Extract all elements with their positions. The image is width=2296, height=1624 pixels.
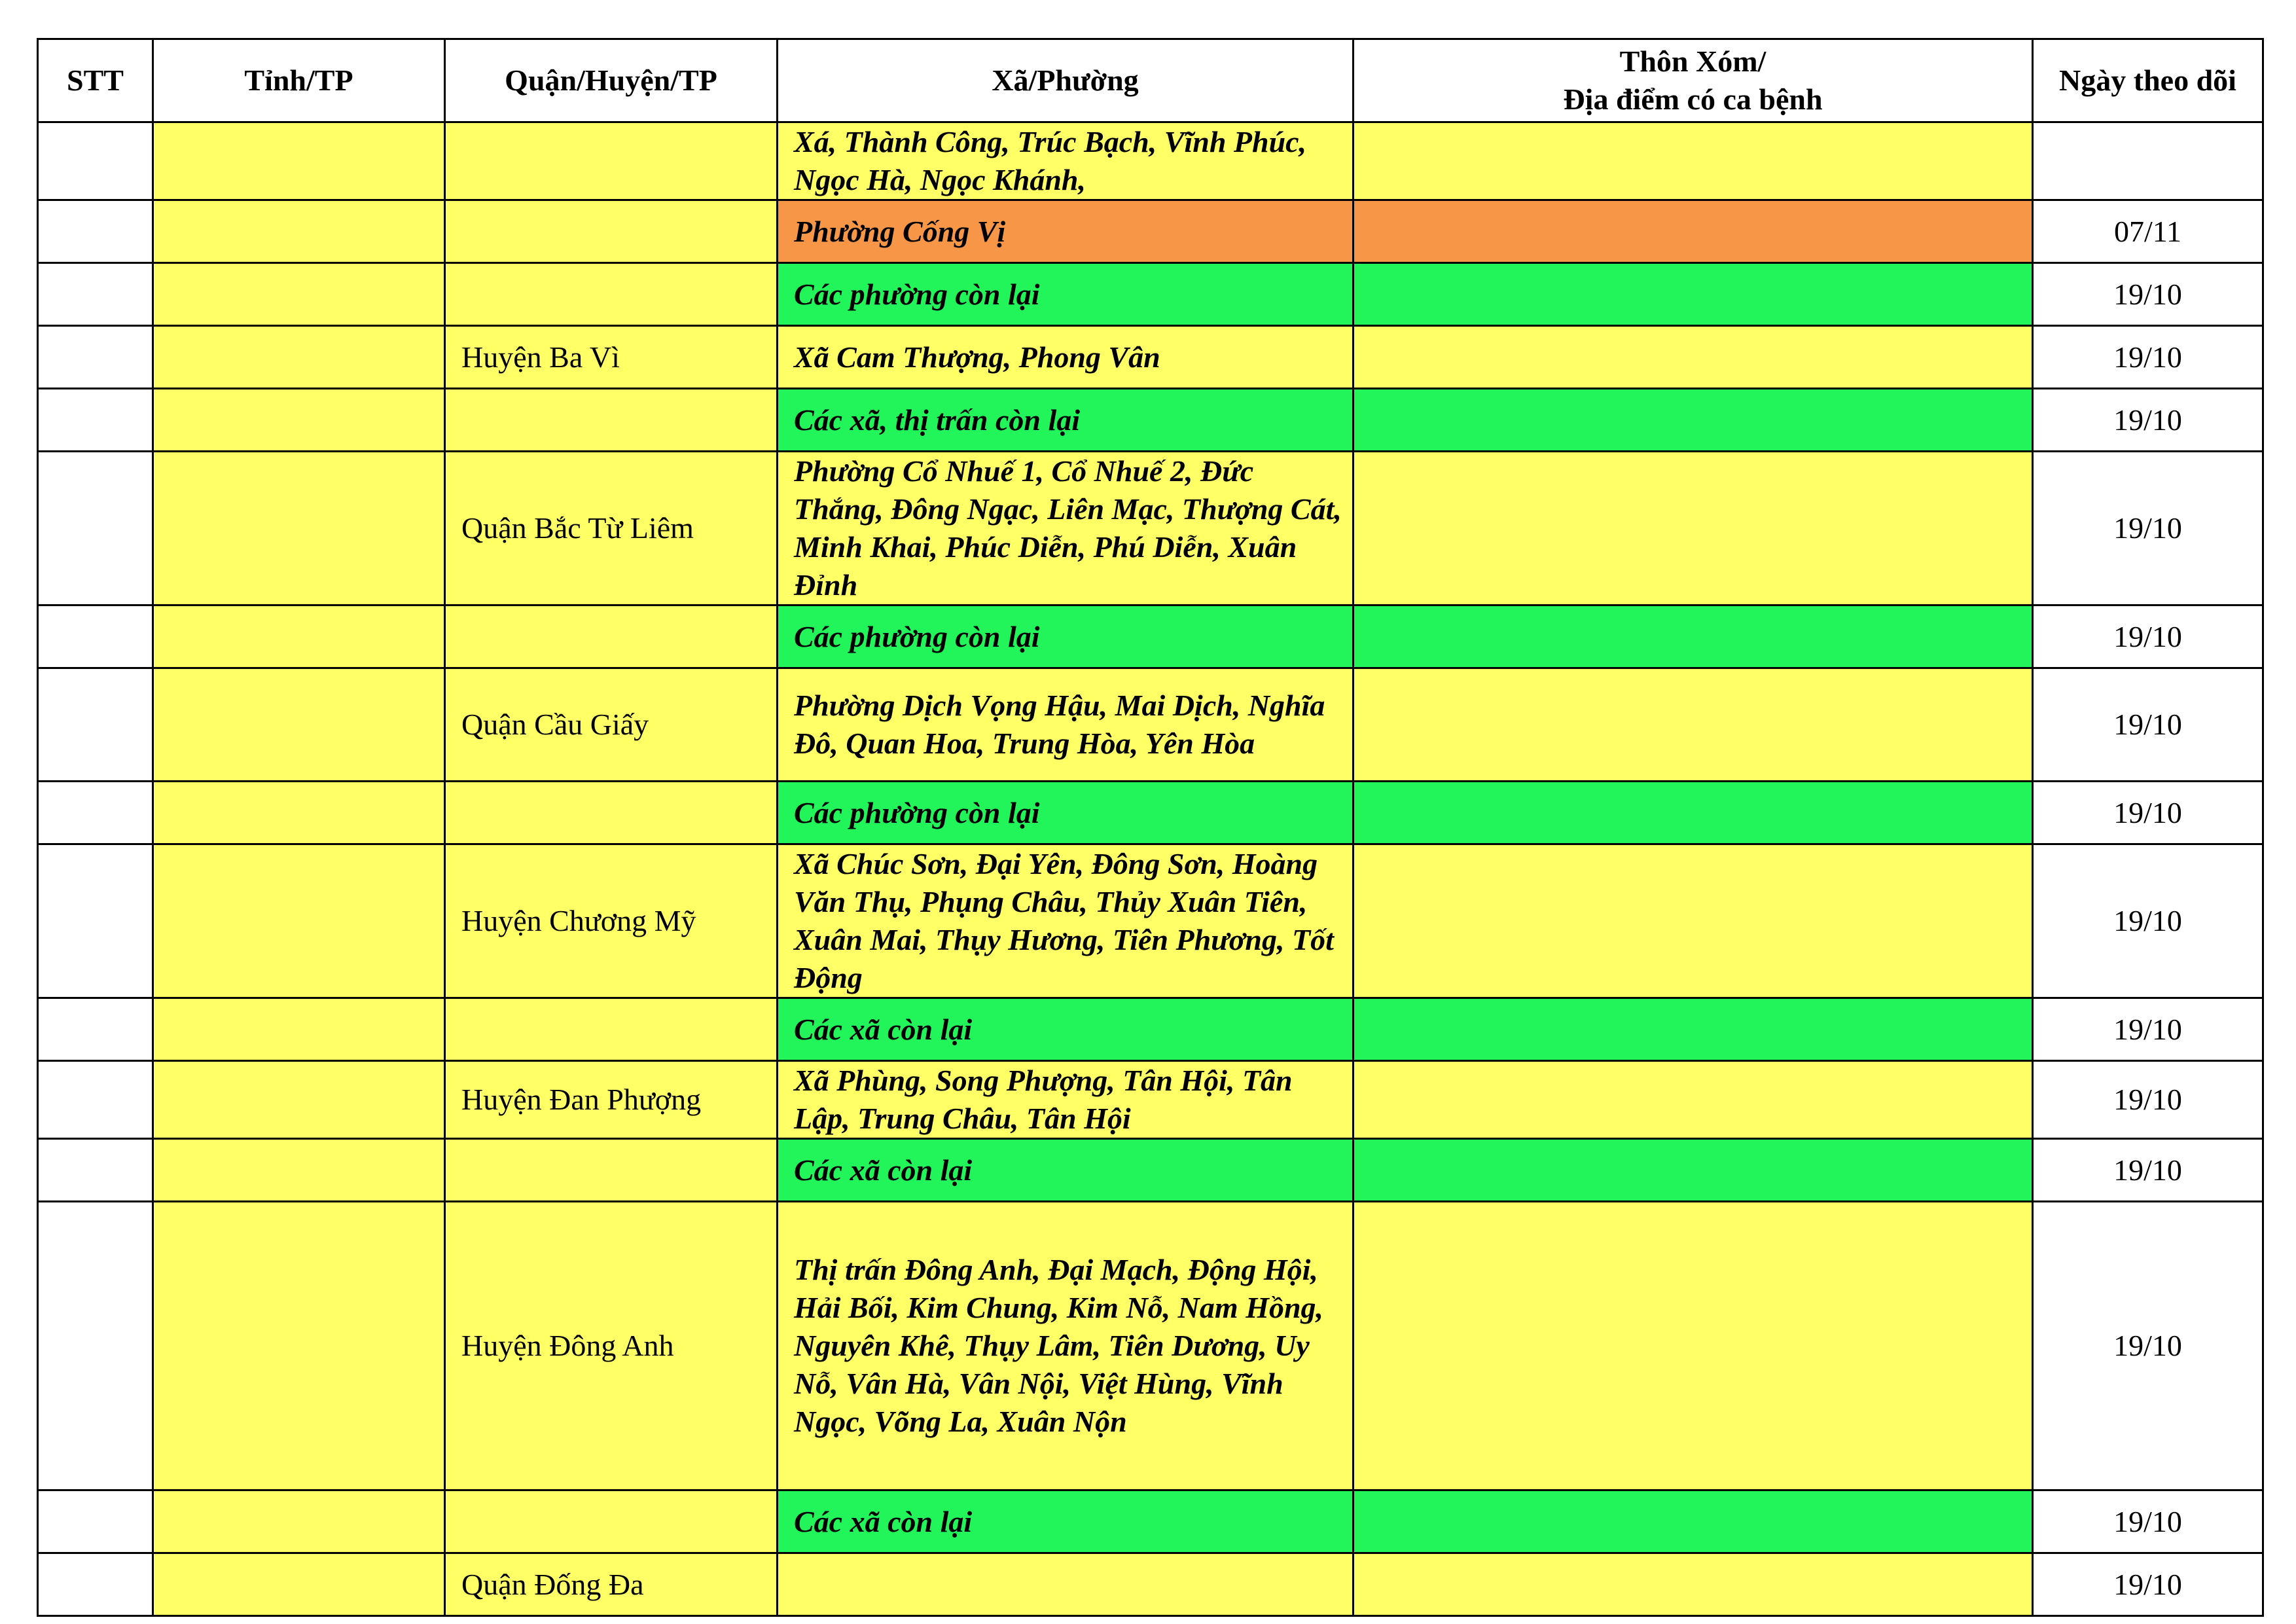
table-row <box>38 200 2263 263</box>
table-row <box>38 844 2263 998</box>
quan-cell <box>445 998 778 1061</box>
stt-cell <box>38 263 153 326</box>
thon-cell <box>1354 452 2033 605</box>
quan-cell: Huyện Ba Vì <box>445 326 778 389</box>
stt-cell <box>38 1490 153 1553</box>
tinh-cell <box>153 200 445 263</box>
xa-cell: Các phường còn lại <box>778 263 1354 326</box>
tinh-cell <box>153 389 445 452</box>
quan-cell: Quận Bắc Từ Liêm <box>445 452 778 605</box>
date-cell: 19/10 <box>2033 998 2263 1061</box>
risk-level-table <box>37 38 2264 1617</box>
date-cell: 19/10 <box>2033 844 2263 998</box>
thon-cell <box>1354 1061 2033 1139</box>
tinh-cell <box>153 263 445 326</box>
tinh-cell <box>153 998 445 1061</box>
xa-cell <box>778 1553 1354 1616</box>
thon-cell <box>1354 200 2033 263</box>
quan-cell: Huyện Chương Mỹ <box>445 844 778 998</box>
date-cell: 19/10 <box>2033 1490 2263 1553</box>
quan-cell: Quận Đống Đa <box>445 1553 778 1616</box>
stt-cell <box>38 668 153 782</box>
date-cell <box>2033 122 2263 200</box>
thon-cell <box>1354 263 2033 326</box>
xa-cell: Phường Cổ Nhuế 1, Cổ Nhuế 2, Đức Thắng, Đông Ngạc, Liên Mạc, Thượng Cát, Minh Khai, Phúc Diễn, Phú Diễn, Xuân Đỉnh <box>778 452 1354 605</box>
date-cell: 19/10 <box>2033 782 2263 844</box>
quan-cell <box>445 605 778 668</box>
tinh-cell <box>153 1202 445 1490</box>
stt-cell <box>38 844 153 998</box>
quan-cell <box>445 263 778 326</box>
table-row <box>38 782 2263 844</box>
stt-cell <box>38 326 153 389</box>
thon-cell <box>1354 1139 2033 1202</box>
stt-cell <box>38 122 153 200</box>
table-row <box>38 389 2263 452</box>
date-cell: 19/10 <box>2033 1202 2263 1490</box>
xa-cell: Phường Cống Vị <box>778 200 1354 263</box>
thon-cell <box>1354 605 2033 668</box>
header-tinh: Tỉnh/TP <box>153 39 445 122</box>
tinh-cell <box>153 122 445 200</box>
stt-cell <box>38 1553 153 1616</box>
table-row <box>38 668 2263 782</box>
stt-cell <box>38 605 153 668</box>
table-row <box>38 1202 2263 1490</box>
thon-cell <box>1354 998 2033 1061</box>
thon-cell <box>1354 1553 2033 1616</box>
thon-cell <box>1354 389 2033 452</box>
table-row <box>38 263 2263 326</box>
date-cell: 19/10 <box>2033 263 2263 326</box>
thon-cell <box>1354 844 2033 998</box>
stt-cell <box>38 1061 153 1139</box>
date-cell: 19/10 <box>2033 1061 2263 1139</box>
table-body <box>38 122 2263 1616</box>
date-cell: 19/10 <box>2033 326 2263 389</box>
tinh-cell <box>153 844 445 998</box>
date-cell: 19/10 <box>2033 668 2263 782</box>
thon-cell <box>1354 1490 2033 1553</box>
stt-cell <box>38 452 153 605</box>
tinh-cell <box>153 326 445 389</box>
xa-cell: Thị trấn Đông Anh, Đại Mạch, Động Hội, Hải Bối, Kim Chung, Kim Nỗ, Nam Hồng, Nguyên Khê, Thụy Lâm, Tiên Dương, Uy Nỗ, Vân Hà, Vân Nội, Việt Hùng, Vĩnh Ngọc, Võng La, Xuân Nộn <box>778 1202 1354 1490</box>
tinh-cell <box>153 782 445 844</box>
xa-cell: Các xã còn lại <box>778 1490 1354 1553</box>
tinh-cell <box>153 452 445 605</box>
date-cell: 19/10 <box>2033 1139 2263 1202</box>
stt-cell <box>38 1139 153 1202</box>
tinh-cell <box>153 1139 445 1202</box>
xa-cell: Các phường còn lại <box>778 782 1354 844</box>
quan-cell <box>445 1139 778 1202</box>
table-row <box>38 605 2263 668</box>
xa-cell: Xã Cam Thượng, Phong Vân <box>778 326 1354 389</box>
tinh-cell <box>153 1553 445 1616</box>
header-thon-line1: Thôn Xóm/ <box>1619 45 1767 78</box>
quan-cell <box>445 782 778 844</box>
xa-cell: Xã Chúc Sơn, Đại Yên, Đông Sơn, Hoàng Văn Thụ, Phụng Châu, Thủy Xuân Tiên, Xuân Mai, Thụy Hương, Tiên Phương, Tốt Động <box>778 844 1354 998</box>
thon-cell <box>1354 668 2033 782</box>
xa-cell: Phường Dịch Vọng Hậu, Mai Dịch, Nghĩa Đô, Quan Hoa, Trung Hòa, Yên Hòa <box>778 668 1354 782</box>
date-cell: 19/10 <box>2033 1553 2263 1616</box>
tinh-cell <box>153 668 445 782</box>
stt-cell <box>38 782 153 844</box>
tinh-cell <box>153 1490 445 1553</box>
stt-cell <box>38 1202 153 1490</box>
quan-cell <box>445 1490 778 1553</box>
xa-cell: Xá, Thành Công, Trúc Bạch, Vĩnh Phúc, Ngọc Hà, Ngọc Khánh, <box>778 122 1354 200</box>
header-thon-line2: Địa điểm có ca bệnh <box>1563 82 1823 116</box>
quan-cell <box>445 200 778 263</box>
date-cell: 07/11 <box>2033 200 2263 263</box>
date-cell: 19/10 <box>2033 452 2263 605</box>
xa-cell: Các xã còn lại <box>778 1139 1354 1202</box>
xa-cell: Các xã còn lại <box>778 998 1354 1061</box>
xa-cell: Xã Phùng, Song Phượng, Tân Hội, Tân Lập, Trung Châu, Tân Hội <box>778 1061 1354 1139</box>
header-thon <box>1354 39 2033 122</box>
date-cell: 19/10 <box>2033 389 2263 452</box>
quan-cell <box>445 122 778 200</box>
table-row <box>38 326 2263 389</box>
xa-cell: Các xã, thị trấn còn lại <box>778 389 1354 452</box>
date-cell: 19/10 <box>2033 605 2263 668</box>
thon-cell <box>1354 326 2033 389</box>
table-row <box>38 1139 2263 1202</box>
stt-cell <box>38 998 153 1061</box>
table-row <box>38 1061 2263 1139</box>
thon-cell <box>1354 782 2033 844</box>
quan-cell <box>445 389 778 452</box>
table-row <box>38 998 2263 1061</box>
thon-cell <box>1354 1202 2033 1490</box>
quan-cell: Huyện Đan Phượng <box>445 1061 778 1139</box>
header-stt: STT <box>38 39 153 122</box>
stt-cell <box>38 389 153 452</box>
table-row <box>38 452 2263 605</box>
table-row <box>38 1553 2263 1616</box>
tinh-cell <box>153 1061 445 1139</box>
table-row <box>38 122 2263 200</box>
thon-cell <box>1354 122 2033 200</box>
header-ngay: Ngày theo dõi <box>2033 39 2263 122</box>
tinh-cell <box>153 605 445 668</box>
stt-cell <box>38 200 153 263</box>
header-xa: Xã/Phường <box>778 39 1354 122</box>
quan-cell: Huyện Đông Anh <box>445 1202 778 1490</box>
header-quan: Quận/Huyện/TP <box>445 39 778 122</box>
quan-cell: Quận Cầu Giấy <box>445 668 778 782</box>
table-row <box>38 1490 2263 1553</box>
xa-cell: Các phường còn lại <box>778 605 1354 668</box>
table-header-row <box>38 39 2263 122</box>
